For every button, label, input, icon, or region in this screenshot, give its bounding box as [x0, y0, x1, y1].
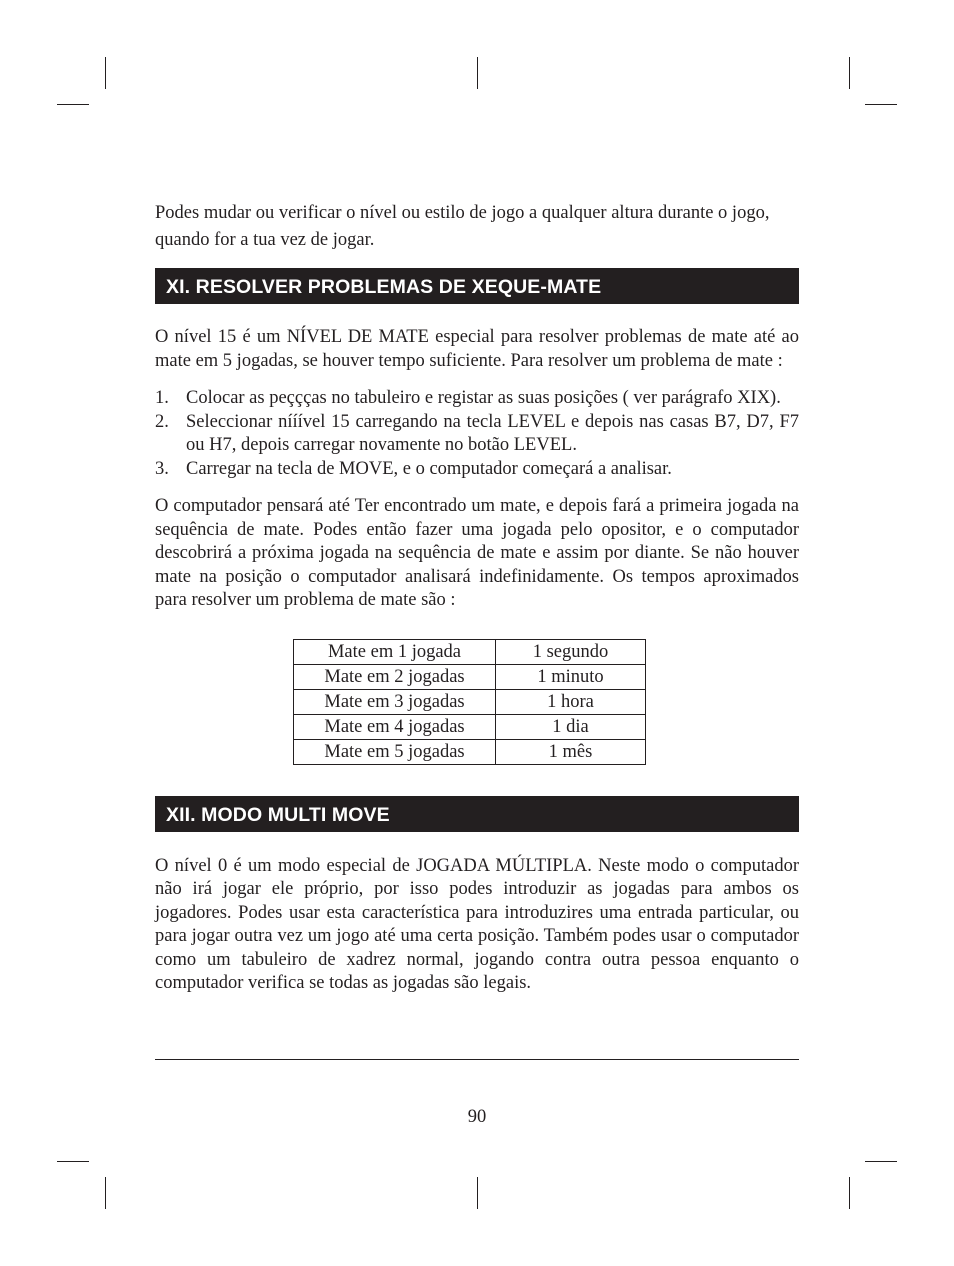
mate-times-table	[293, 639, 646, 765]
table-cell-time: 1 mês	[496, 739, 646, 764]
section-xi-paragraph-1: O nível 15 é um NÍVEL DE MATE especial para resolver problemas de mate até ao mate em 5 jogadas, se houver tempo suficiente. Para resolver um problema de mate :	[155, 327, 799, 371]
table-row	[294, 664, 646, 689]
crop-mark	[105, 57, 106, 89]
section-xi-paragraph-2: O computador pensará até Ter encontrado um mate, e depois fará a primeira jogada na sequência de mate. Podes então fazer uma jogada pelo opositor, e o computador descobrirá a próxima jogada na sequência de mate e assim por diante. Se não houver mate na posição o computador analisará indefinidamente. Os tempos aproximados para resolver um problema de mate são :	[155, 496, 799, 610]
crop-mark	[865, 1161, 897, 1162]
table-cell-time: 1 minuto	[496, 664, 646, 689]
table-row	[294, 639, 646, 664]
list-item-number: 3.	[155, 458, 169, 479]
list-item	[155, 387, 799, 411]
steps-list	[155, 387, 799, 481]
crop-mark	[849, 57, 850, 89]
list-item-text: Colocar as peççças no tabuleiro e registar as suas posições ( ver parágrafo XIX).	[186, 388, 781, 408]
list-item	[155, 458, 799, 482]
section-xii-paragraph: O nível 0 é um modo especial de JOGADA MÚLTIPLA. Neste modo o computador não irá jogar ele próprio, por isso podes introduzir as jogadas para ambos os jogadores. Podes usar esta característica para introduzires uma entrada particular, ou para jogar outra vez um jogo até uma certa posição. Também podes usar o computador como um tabuleiro de xadrez normal, jogando contra outra pessoa enquanto o computador verifica se todas as jogadas são legais.	[155, 855, 799, 993]
section-heading-xii: XII. MODO MULTI MOVE	[155, 796, 799, 832]
intro-paragraph: Podes mudar ou verificar o nível ou estilo de jogo a qualquer altura durante o jogo, quando for a tua vez de jogar.	[155, 203, 770, 250]
list-item-number: 1.	[155, 388, 169, 408]
crop-mark	[105, 1177, 106, 1209]
crop-mark	[477, 57, 478, 89]
crop-mark	[865, 104, 897, 105]
table-cell-mate: Mate em 5 jogadas	[294, 739, 496, 764]
page-content	[155, 200, 799, 996]
table-row	[294, 739, 646, 764]
table-cell-mate: Mate em 3 jogadas	[294, 689, 496, 714]
crop-mark	[57, 1161, 89, 1162]
crop-mark	[849, 1177, 850, 1209]
table-cell-mate: Mate em 1 jogada	[294, 639, 496, 664]
crop-mark	[477, 1177, 478, 1209]
table-cell-time: 1 hora	[496, 689, 646, 714]
page-number: 90	[467, 1107, 487, 1127]
list-item-text: Seleccionar nííível 15 carregando na tecla LEVEL e depois nas casas B7, D7, F7 ou H7, depois carregar novamente no botão LEVEL.	[186, 411, 799, 455]
table-row	[294, 689, 646, 714]
footer-rule	[155, 1059, 799, 1060]
crop-mark	[57, 104, 89, 105]
table-row	[294, 714, 646, 739]
table-cell-mate: Mate em 4 jogadas	[294, 714, 496, 739]
table-cell-time: 1 segundo	[496, 639, 646, 664]
table-cell-mate: Mate em 2 jogadas	[294, 664, 496, 689]
list-item-number: 2.	[155, 411, 169, 432]
list-item	[155, 411, 799, 458]
table-cell-time: 1 dia	[496, 714, 646, 739]
section-heading-xi: XI. RESOLVER PROBLEMAS DE XEQUE-MATE	[155, 268, 799, 304]
list-item-text: Carregar na tecla de MOVE, e o computador começará a analisar.	[186, 458, 672, 479]
